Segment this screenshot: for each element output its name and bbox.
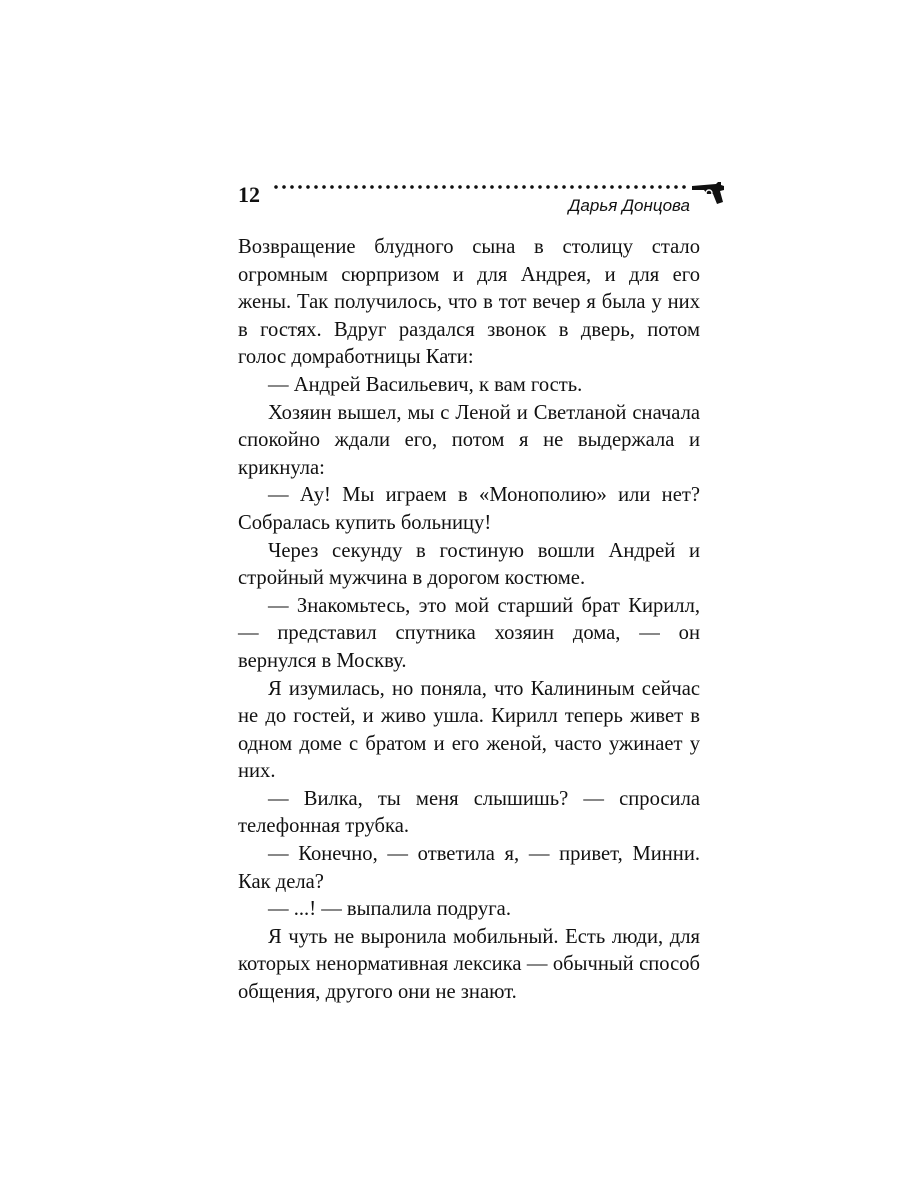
dotted-rule: [272, 183, 688, 193]
paragraph: Хозяин вышел, мы с Леной и Светланой сначала спокойно ждали его, потом я не выдержала и крикнула:: [238, 401, 700, 479]
paragraph: — Ау! Мы играем в «Монополию» или нет? Собралась купить больницу!: [238, 484, 700, 534]
paragraph: Я изумилась, но поняла, что Калининым сейчас не до гостей, и живо ушла. Кирилл теперь живет в одном доме с братом и его женой, часто ужинает у них.: [238, 677, 700, 783]
paragraph: — Вилка, ты меня слышишь? — спросила телефонная трубка.: [238, 787, 700, 838]
book-page: [238, 176, 700, 1007]
body-text: [238, 234, 700, 1007]
paragraph: — Конечно, — ответила я, — привет, Минни. Как дела?: [238, 843, 700, 893]
author-name: Дарья Донцова: [568, 196, 690, 215]
paragraph: Через секунду в гостиную вошли Андрей и стройный мужчина в дорогом костюме.: [238, 539, 700, 590]
revolver-icon: [690, 180, 726, 206]
page-number: 12: [238, 182, 260, 207]
running-header: [238, 176, 700, 232]
paragraph: — ...! — выпалила подруга.: [268, 898, 511, 921]
paragraph: Возвращение блудного сына в столицу стало огромным сюрпризом и для Андрея, и для его жены. Так получилось, что в тот вечер я была у них в гостях. Вдруг раздался звонок в дверь, потом голос домработницы Кати:: [238, 236, 700, 369]
paragraph: — Андрей Васильевич, к вам гость.: [268, 373, 583, 396]
paragraph: Я чуть не выронила мобильный. Есть люди, для которых ненормативная лексика — обычный способ общения, другого они не знают.: [238, 925, 700, 1004]
paragraph: — Знакомьтесь, это мой старший брат Кирилл, — представил спутника хозяин дома, — он вернулся в Москву.: [238, 594, 700, 672]
